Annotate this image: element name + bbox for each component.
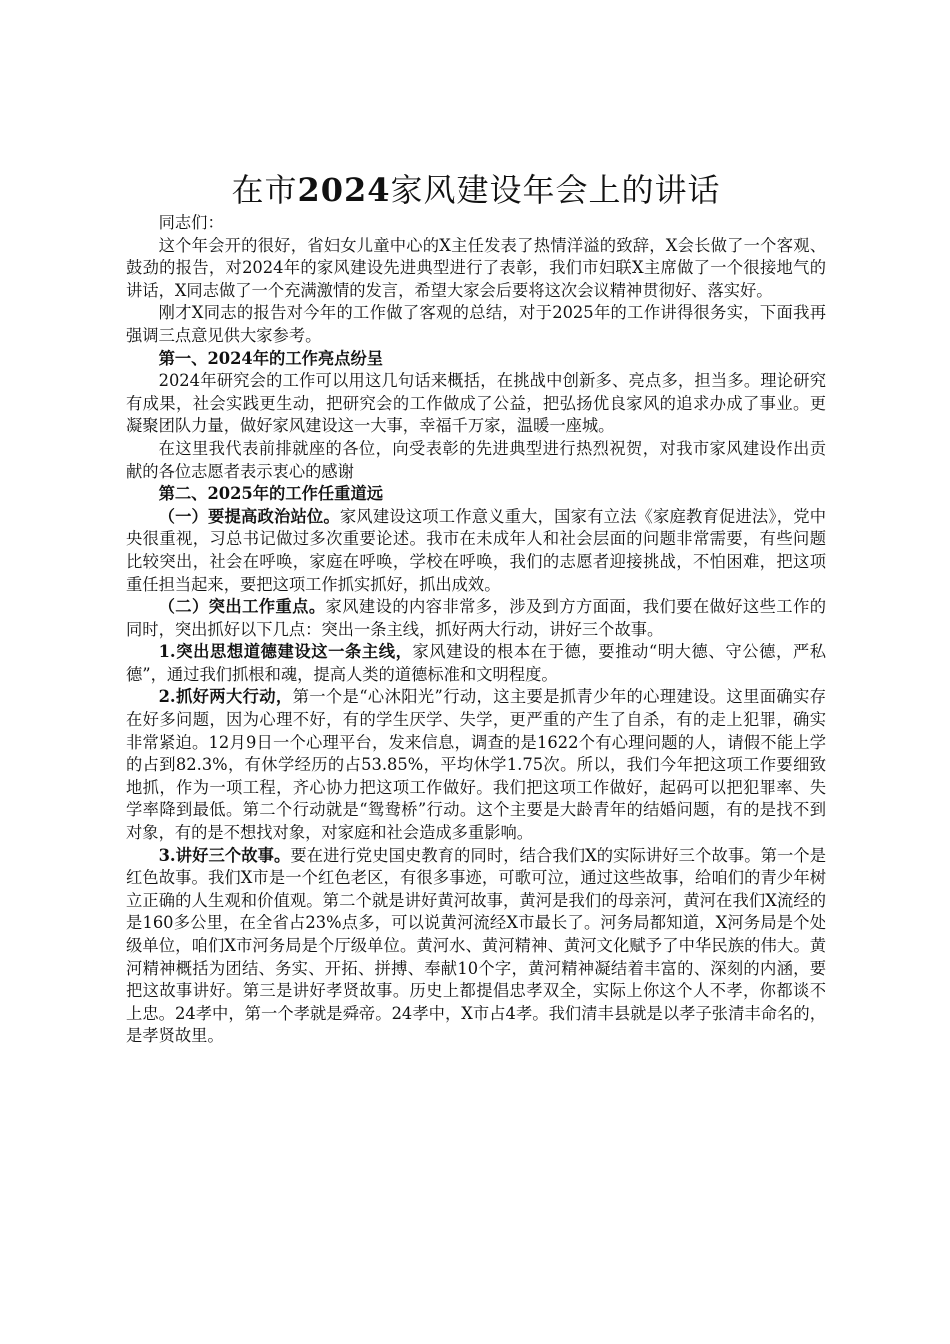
item-two-actions: [126, 686, 826, 844]
item-lead: 1.突出思想道德建设这一条主线，: [158, 642, 413, 662]
subsection-work-focus: [126, 596, 826, 641]
page-title: [126, 170, 826, 210]
item-lead: 3.讲好三个故事。: [158, 845, 291, 865]
paragraph-highlights: 2024年研究会的工作可以用这几句话来概括，在挑战中创新多、亮点多，担当多。理论研究有成果，社会实践更生动，把研究会的工作做成了公益，把弘扬优良家风的追求办成了事业。更凝聚团队力量，做好家风建设这一大事，幸福千万家，温暖一座城。: [126, 371, 826, 436]
subsection-body: 家风建设的内容非常多，涉及到方方面面，我们要在做好这些工作的同时，突出抓好以下几点：突出一条主线，抓好两大行动，讲好三个故事。: [126, 597, 826, 639]
item-body: 要在进行党史国史教育的同时，结合我们X的实际讲好三个故事。第一个是红色故事。我们X市是一个红色老区，有很多事迹，可歌可泣，通过这些故事，给咱们的青少年树立正确的人生观和价值观。第二个就是讲好黄河故事，黄河是我们的母亲河，黄河在我们X流经的是160多公里，在全省占23%点多，可以说黄河流经X市最长了。河务局都知道，X河务局是个处级单位，咱们X市河务局是个厅级单位。黄河水、黄河精神、黄河文化赋予了中华民族的伟大。黄河精神概括为团结、务实、开拓、拼搏、奉献10个字，黄河精神凝结着丰富的、深刻的内涵，要把这故事讲好。第三是讲好孝贤故事。历史上都提倡忠孝双全，实际上你这个人不孝，你都谈不上忠。24孝中，第一个孝就是舜帝。24孝中，X市占4孝。我们清丰县就是以孝子张清丰命名的，是孝贤故里。: [126, 845, 826, 1046]
item-body: 家风建设的根本在于德，要推动“明大德、守公德，严私德”，通过我们抓根和魂，提高人类的道德标准和文明程度。: [126, 642, 827, 684]
paragraph-thanks: 在这里我代表前排就座的各位，向受表彰的先进典型进行热烈祝贺，对我市家风建设作出贡献的各位志愿者表示衷心的感谢: [126, 438, 826, 481]
document-page: [126, 170, 826, 1048]
item-body: 第一个是“心沐阳光”行动，这主要是抓青少年的心理建设。这里面确实存在好多问题，因为心理不好，有的学生厌学、失学，更严重的产生了自杀，有的走上犯罪，确实非常紧迫。12月9日一个心理平台，发来信息，调查的是1622个有心理问题的人，请假不能上学的占到82.3%，有休学经历的占53.85%，平均休学1.75次。所以，我们今年把这项工作要细致地抓，作为一项工程，齐心协力把这项工作做好。我们把这项工作做好，起码可以把犯罪率、失学率降到最低。第二个行动就是“鸳鸯桥”行动。这个主要是大龄青年的结婚问题，有的是找不到对象，有的是不想找对象，对家庭和社会造成多重影响。: [126, 687, 826, 843]
title-prefix: 在市: [231, 171, 298, 209]
item-three-stories: [126, 845, 826, 1048]
subsection-lead: （一）要提高政治站位。: [158, 506, 340, 526]
section-heading-1: 第一、2024年的工作亮点纷呈: [158, 348, 384, 368]
item-lead: 2.抓好两大行动，: [158, 687, 293, 707]
section-heading-2: 第二、2025年的工作任重道远: [158, 484, 384, 504]
subsection-lead: （二）突出工作重点。: [158, 597, 326, 617]
salutation: 同志们：: [158, 213, 224, 232]
subsection-political-stance: [126, 506, 826, 596]
title-year: 2024: [297, 171, 391, 209]
subsection-body: 家风建设这项工作意义重大，国家有立法《家庭教育促进法》，党中央很重视，习总书记做过多次重要论述。我市在未成年人和社会层面的问题非常需要，有些问题比较突出，社会在呼唤，家庭在呼唤，学校在呼唤，我们的志愿者迎接挑战，不怕困难，把这项重任担当起来，要把这项工作抓实抓好，抓出成效。: [126, 506, 826, 594]
paragraph-intro: 刚才X同志的报告对今年的工作做了客观的总结，对于2025年的工作讲得很务实，下面我再强调三点意见供大家参考。: [126, 303, 826, 345]
item-main-line: [126, 641, 826, 686]
paragraph-opening: 这个年会开的很好，省妇女儿童中心的X主任发表了热情洋溢的致辞，X会长做了一个客观、鼓劲的报告，对2024年的家风建设先进典型进行了表彰，我们市妇联X主席做了一个很接地气的讲话，X同志做了一个充满激情的发言，希望大家会后要将这次会议精神贯彻好、落实好。: [126, 235, 826, 300]
title-suffix: 家风建设年会上的讲话: [390, 171, 721, 209]
